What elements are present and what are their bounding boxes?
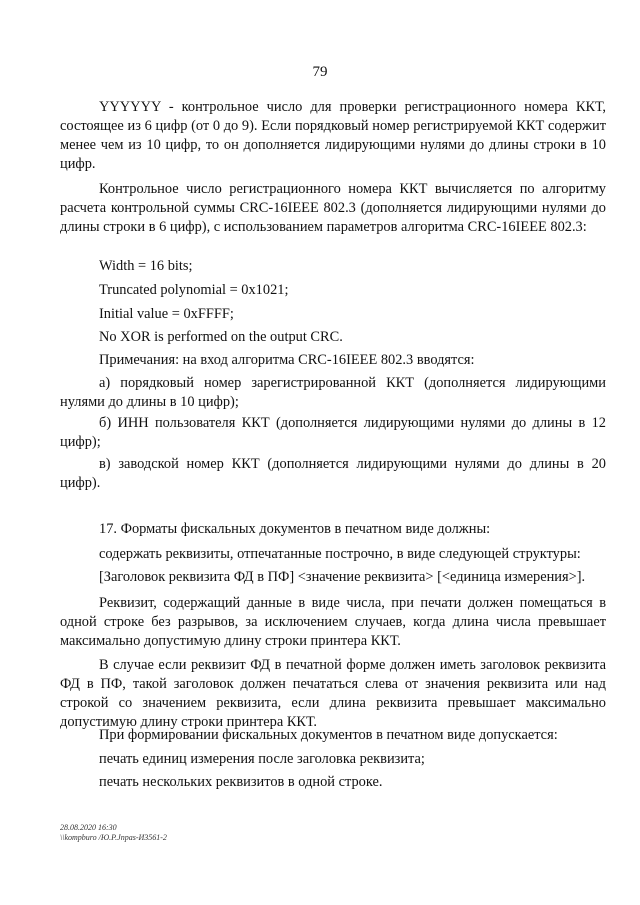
allowed-item-units: печать единиц измерения после заголовка реквизита;	[99, 751, 425, 767]
paragraph-format: [Заголовок реквизита ФД в ПФ] <значение реквизита> [<единица измерения>].	[99, 569, 586, 585]
param-polynomial: Truncated polynomial = 0x1021;	[99, 282, 289, 298]
note-item-b: б) ИНН пользователя ККТ (дополняется лидирующими нулями до длины в 12 цифр);	[60, 415, 606, 450]
allowed-item-multiple: печать нескольких реквизитов в одной строке.	[99, 774, 383, 790]
note-item-a: а) порядковый номер зарегистрированной ККТ (дополняется лидирующими нулями до длины в 10 цифр);	[60, 375, 606, 410]
paragraph-crc-algorithm: Контрольное число регистрационного номера ККТ вычисляется по алгоритму расчета контрольной суммы CRC-16IEEE 802.3 (дополняется лидирующими нулями до длины строки в 6 цифр), с использованием параметров алгоритма CRC-16IEEE 802.3:	[60, 181, 606, 235]
section-heading-17: 17. Форматы фискальных документов в печатном виде должны:	[99, 521, 491, 537]
param-no-xor: No XOR is performed on the output CRC.	[99, 329, 343, 345]
note-item-v: в) заводской номер ККТ (дополняется лидирующими нулями до длины в 20 цифр).	[60, 456, 606, 491]
page-number: 79	[312, 64, 328, 80]
param-initial-value: Initial value = 0xFFFF;	[99, 306, 234, 322]
param-width: Width = 16 bits;	[99, 258, 193, 274]
paragraph-header-placement: В случае если реквизит ФД в печатной форме должен иметь заголовок реквизита ФД в ПФ, такой заголовок должен печататься слева от значения реквизита или над строкой со значением реквизита, если длина реквизита превышает максимально допустимую длину строки принтера ККТ.	[60, 657, 606, 730]
footer-timestamp: 28.08.2020 16:30	[60, 823, 117, 832]
paragraph-notes: Примечания: на вход алгоритма CRC-16IEEE 802.3 вводятся:	[99, 352, 475, 368]
paragraph-structure: содержать реквизиты, отпечатанные построчно, в виде следующей структуры:	[99, 546, 581, 562]
paragraph-allowed: При формировании фискальных документов в печатном виде допускается:	[99, 727, 558, 743]
footer-file-path: \\kompburo /Ю.Р.Jnpas-И3561-2	[60, 833, 167, 842]
paragraph-check-number: YYYYYY - контрольное число для проверки регистрационного номера ККТ, состоящее из 6 цифр (от 0 до 9). Если порядковый номер регистрируемой ККТ содержит менее чем из 10 цифр, то он дополняется лидирующими нулями до длины строки в 10 цифр.	[60, 99, 606, 172]
paragraph-number-requisite: Реквизит, содержащий данные в виде числа, при печати должен помещаться в одной строке без разрывов, за исключением случаев, когда длина числа превышает максимально допустимую длину строки принтера ККТ.	[60, 595, 606, 649]
